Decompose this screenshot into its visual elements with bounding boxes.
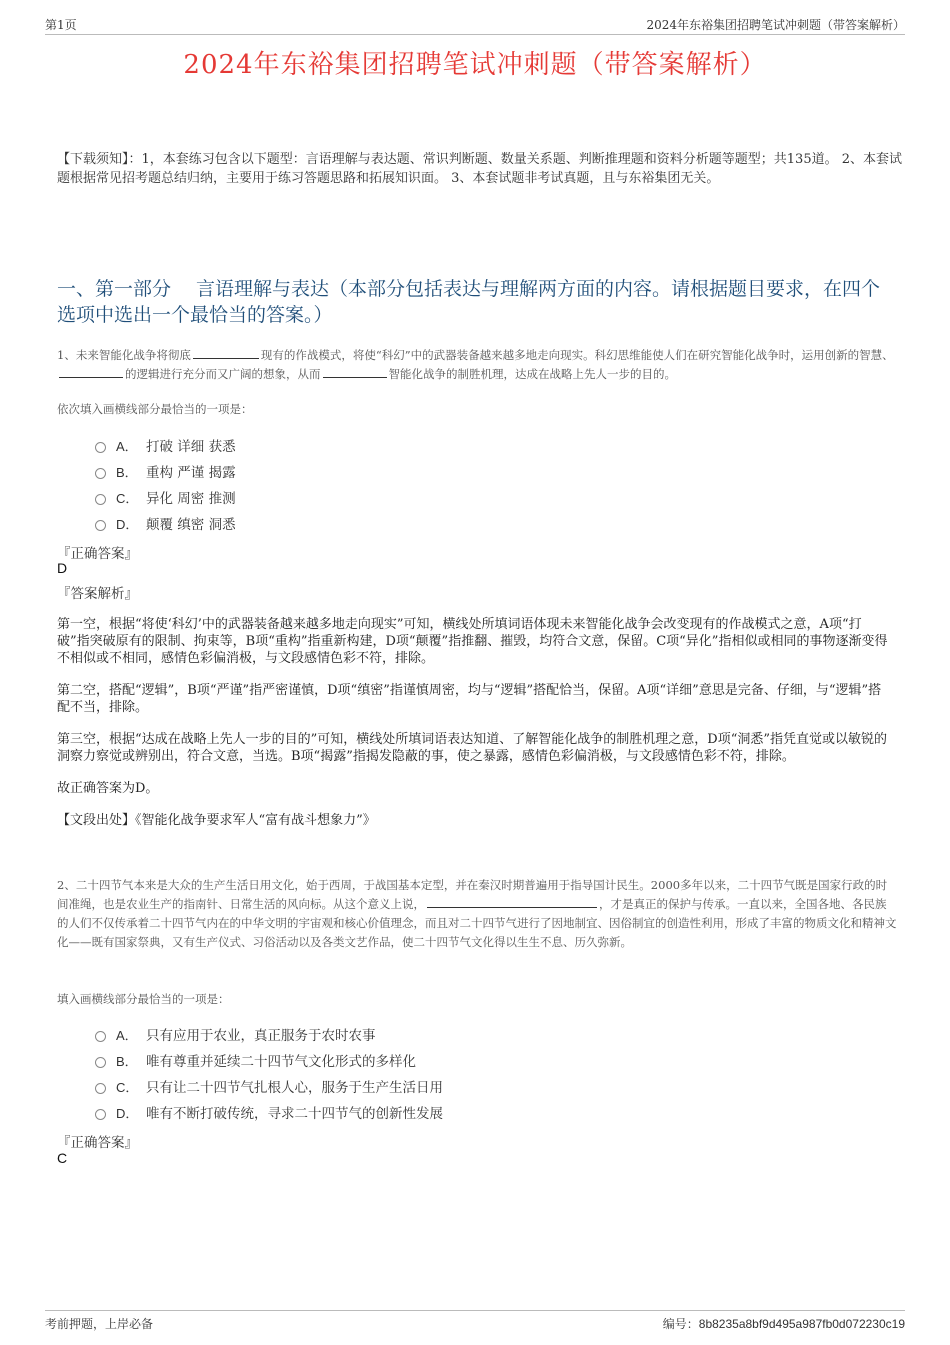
radio-icon[interactable] <box>95 1083 106 1094</box>
question-2-options <box>95 1021 443 1125</box>
text-source: 【文段出处】《智能化战争要求军人“富有战斗想象力”》 <box>57 813 376 828</box>
blank-1 <box>193 346 259 359</box>
option-b[interactable]: B． 唯有尊重并延续二十四节气文化形式的多样化 <box>95 1047 443 1073</box>
question-2-prompt: 填入画横线部分最恰当的一项是： <box>57 992 230 1006</box>
answer-label: 『正确答案』 <box>57 546 138 562</box>
radio-icon[interactable] <box>95 1057 106 1068</box>
option-d[interactable]: D． 颠覆 缜密 洞悉 <box>95 510 236 536</box>
page-header <box>45 14 905 35</box>
blank-3 <box>323 365 387 378</box>
document-id: 编号：8b8235a8bf9d495a987fb0d072230c19 <box>662 1317 905 1331</box>
question-2-stem: 2、二十四节气本来是大众的生产生活日用文化，始于西周，于战国基本定型，并在秦汉时期普遍用于指导国计民生。2000多年以来，二十四节气既是国家行政的时间准绳，也是农业生产的指南针、日常生活的风向标。从这个意义上说， ，才是真正的保护与传承。一直以来，全国各地、各民族的人们不仅传承着二十四节气内在的中华文明的宇宙观和核心价值理念，而且对二十四节气进行了因地制宜、因俗制宜的创造性利用，形成了丰富的物质文化和精神文化——既有国家祭典，又有生产仪式、习俗活动以及各类文艺作品，使二十四节气文化得以生生不息、历久弥新。 <box>57 878 897 949</box>
analysis-paragraph: 第三空，根据“达成在战略上先人一步的目的”可知，横线处所填词语表达知道、了解智能化战争的制胜机理之意，D项“洞悉”指凭直觉或以敏锐的洞察力察觉或辨别出，符合文意，当选。B项“揭露”指揭发隐蔽的事，使之暴露，感情色彩偏消极，与文段感情色彩不符，排除。 <box>57 732 888 764</box>
question-1-options <box>95 432 236 536</box>
option-a[interactable]: A． 打破 详细 获悉 <box>95 432 236 458</box>
option-c[interactable]: C． 只有让二十四节气扎根人心，服务于生产生活日用 <box>95 1073 443 1099</box>
radio-icon[interactable] <box>95 468 106 479</box>
page-footer <box>45 1310 905 1331</box>
option-b[interactable]: B． 重构 严谨 揭露 <box>95 458 236 484</box>
radio-icon[interactable] <box>95 494 106 505</box>
option-d[interactable]: D． 唯有不断打破传统，寻求二十四节气的创新性发展 <box>95 1099 443 1125</box>
radio-icon[interactable] <box>95 520 106 531</box>
answer-analysis <box>57 616 892 844</box>
radio-icon[interactable] <box>95 1031 106 1042</box>
analysis-label: 『答案解析』 <box>57 586 138 602</box>
analysis-paragraph: 第二空，搭配“逻辑”，B项“严谨”指严密谨慎，D项“缜密”指谨慎周密，均与“逻辑”搭配恰当，保留。A项“详细”意思是完备、仔细，与“逻辑”搭配不当，排除。 <box>57 683 882 715</box>
download-notice: 【下载须知】：1，本套练习包含以下题型：言语理解与表达题、常识判断题、数量关系题、判断推理题和资料分析题等题型；共135道。 2、本套试题根据常见招考题总结归纳，主要用于练习答题思路和拓展知识面。 3、本套试题非考试真题，且与东裕集团无关。 <box>57 152 902 186</box>
blank-1 <box>427 895 597 908</box>
analysis-paragraph: 第一空，根据“将使‘科幻’中的武器装备越来越多地走向现实”可知，横线处所填词语体现未来智能化战争会改变现有的作战模式之意，A项“打破”指突破原有的限制、拘束等，B项“重构”指重新构建，D项“颠覆”指推翻、摧毁，均符合文意，保留。C项“异化”指相似或相同的事物逐渐变得不相似或不相同，感情色彩偏消极，与文段感情色彩不符，排除。 <box>57 617 888 666</box>
analysis-conclusion: 故正确答案为D。 <box>57 781 159 796</box>
document-title: 2024年东裕集团招聘笔试冲刺题（带答案解析） <box>183 50 767 80</box>
answer-value: C <box>57 1150 68 1166</box>
radio-icon[interactable] <box>95 1109 106 1120</box>
question-1-prompt: 依次填入画横线部分最恰当的一项是： <box>57 402 253 416</box>
header-doc-title: 2024年东裕集团招聘笔试冲刺题（带答案解析） <box>646 18 905 32</box>
answer-label: 『正确答案』 <box>57 1135 138 1151</box>
question-1-stem: 1、未来智能化战争将彻底 现有的作战模式，将使“科幻”中的武器装备越来越多地走向现实。科幻思维能使人们在研究智能化战争时，运用创新的智慧、的逻辑进行充分而又广阔的想象，从而 智能化战争的制胜机理，达成在战略上先人一步的目的。 <box>57 348 894 381</box>
footer-slogan: 考前押题，上岸必备 <box>45 1317 154 1331</box>
radio-icon[interactable] <box>95 442 106 453</box>
option-a[interactable]: A． 只有应用于农业，真正服务于农时农事 <box>95 1021 443 1047</box>
option-c[interactable]: C． 异化 周密 推测 <box>95 484 236 510</box>
page-number: 第1页 <box>45 18 77 32</box>
answer-value: D <box>57 560 68 576</box>
section-title: 一、第一部分 言语理解与表达（本部分包括表达与理解两方面的内容。请根据题目要求，在四个选项中选出一个最恰当的答案。） <box>57 278 881 326</box>
blank-2 <box>59 365 123 378</box>
